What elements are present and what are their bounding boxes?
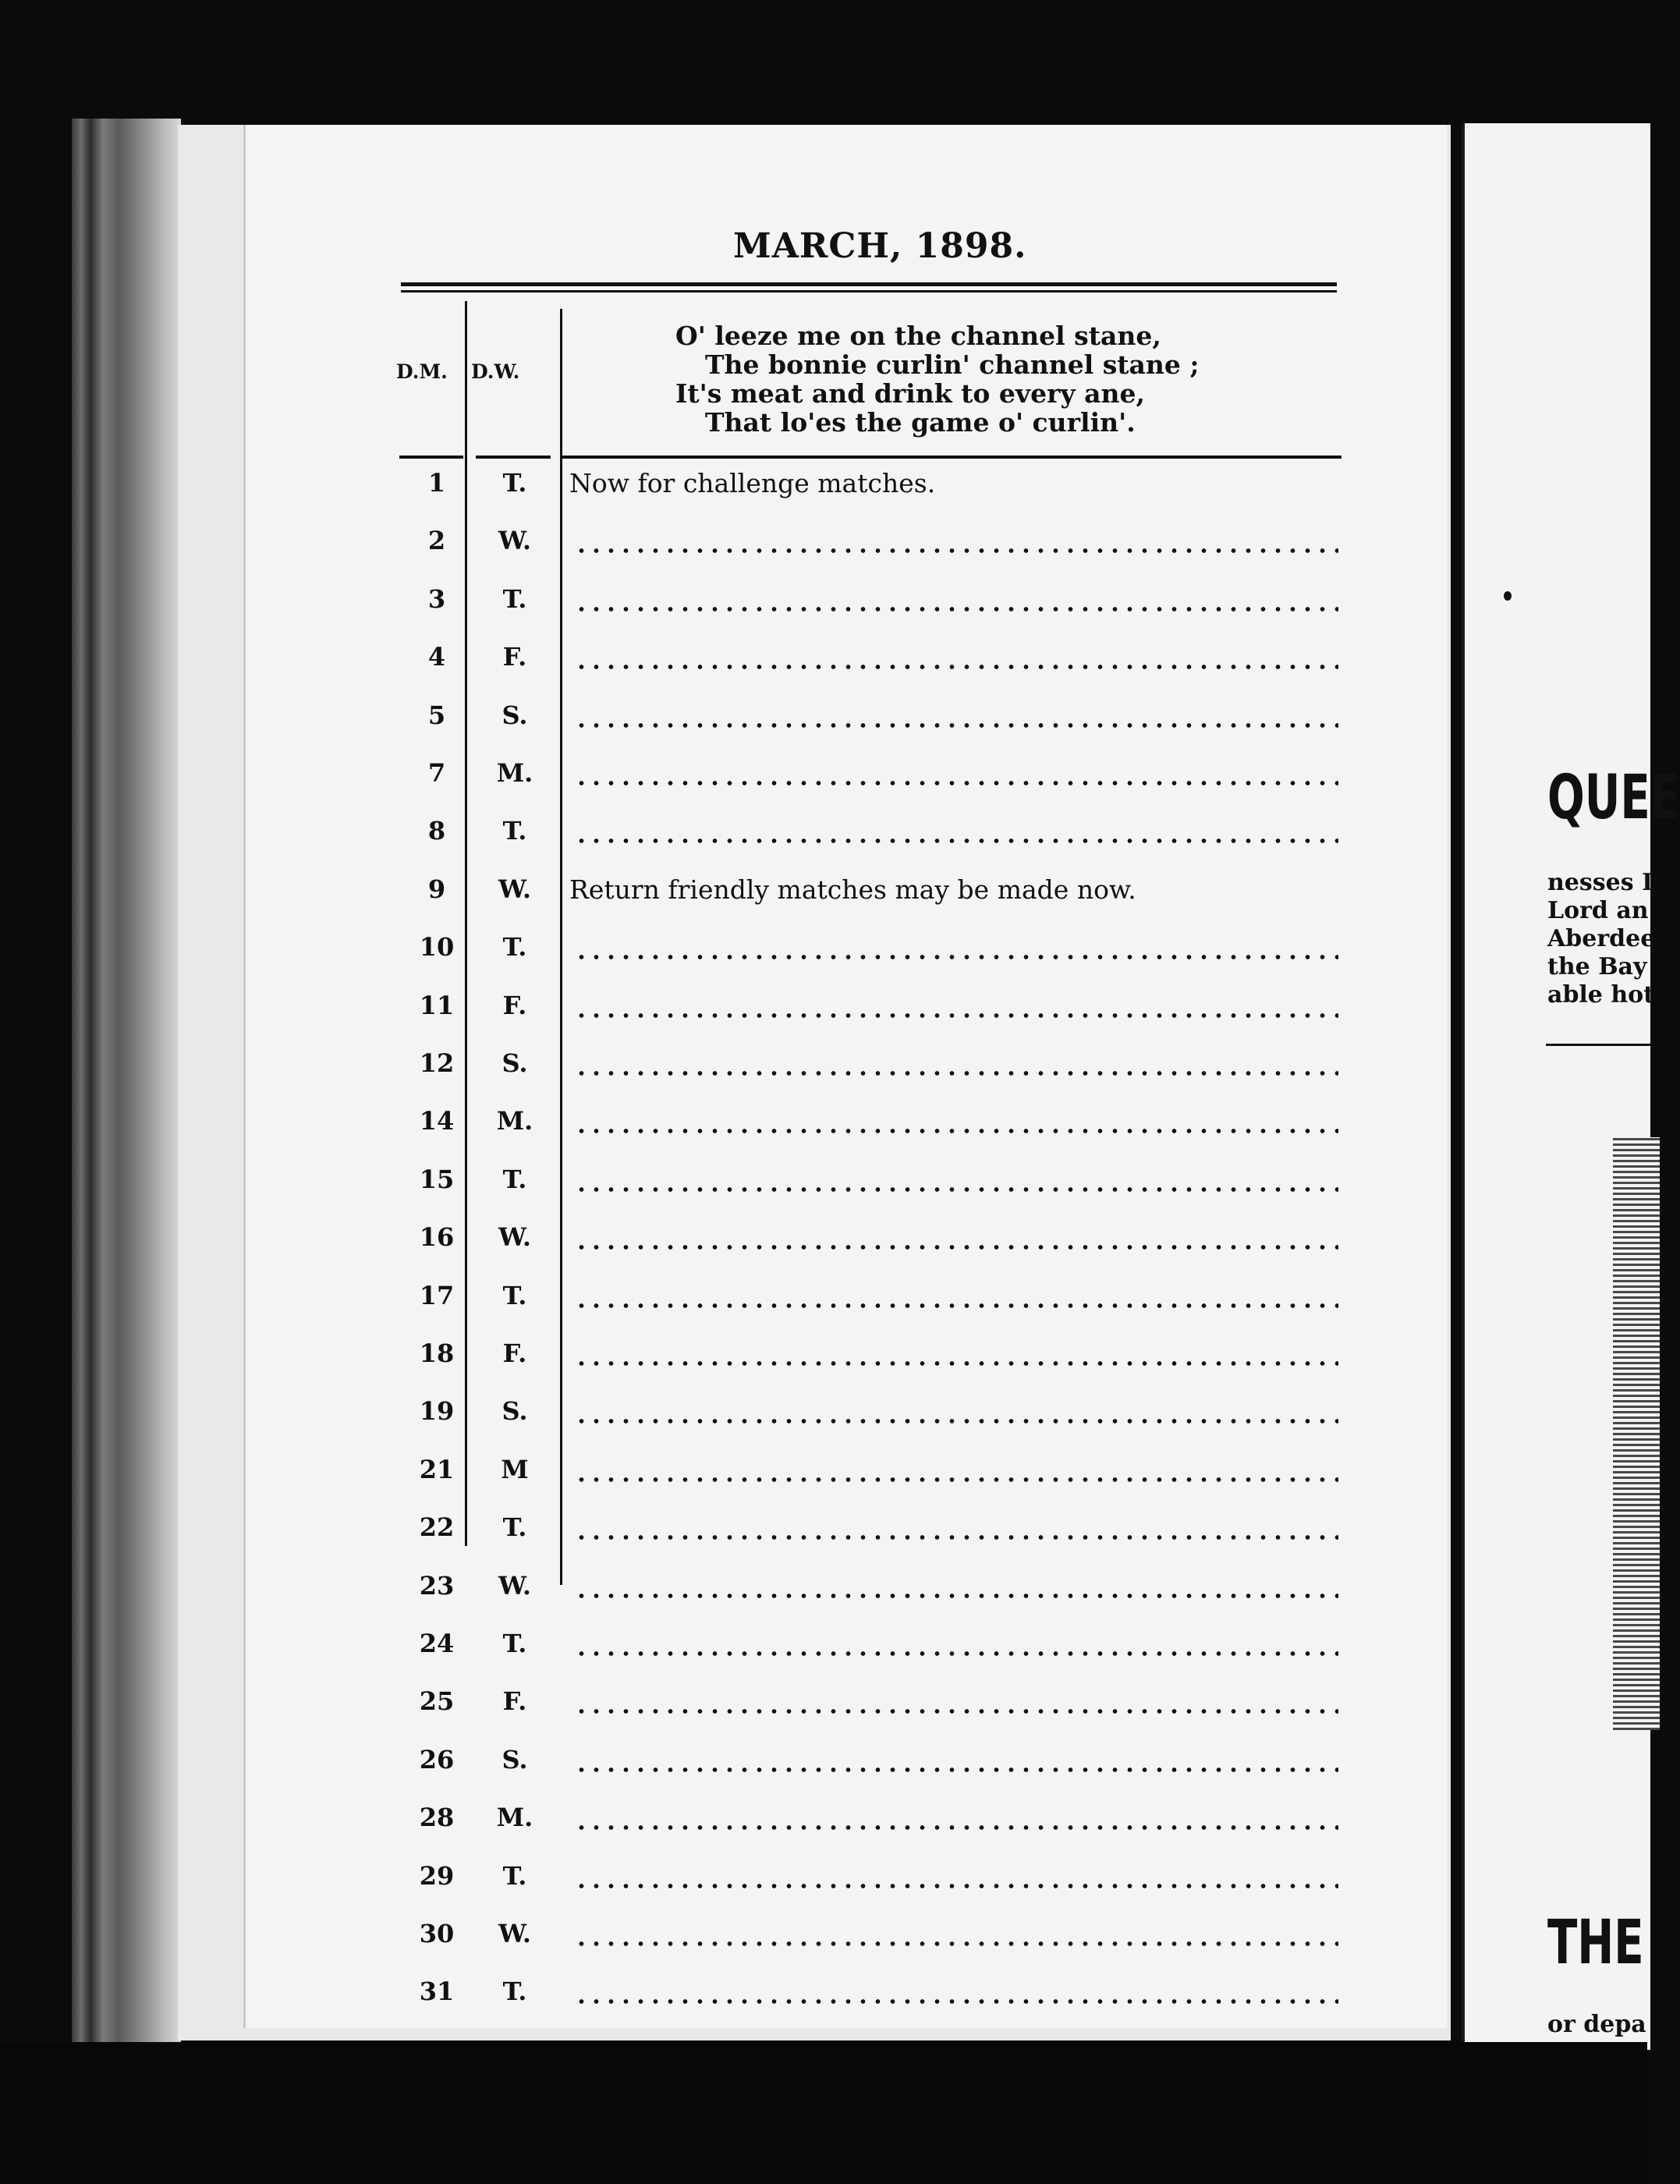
calendar-row [0,1686,1647,1733]
day-of-month: 19 [419,1396,455,1426]
calendar-row [0,1745,1647,1792]
day-of-week: M [501,1455,529,1484]
dotted-entry-line [574,664,1338,670]
day-of-week: S. [502,1745,528,1774]
ink-spot [1504,591,1512,601]
day-of-month: 10 [419,932,455,962]
day-of-month: 2 [427,526,446,555]
day-of-week: T. [502,468,527,498]
dotted-entry-line [574,1128,1338,1134]
day-of-month: 4 [427,642,446,672]
day-of-week: T. [502,1165,527,1194]
day-of-month: 15 [419,1165,455,1194]
day-note: Return friendly matches may be made now. [569,874,1136,905]
day-of-week: T. [502,1977,527,2006]
dotted-entry-line [574,1244,1338,1250]
day-of-month: 30 [419,1919,455,1948]
dotted-entry-line [574,1998,1338,2005]
day-of-month: 3 [427,584,446,614]
day-of-week: W. [498,526,532,555]
dm-header-underline [399,456,463,459]
calendar-row [0,1281,1647,1328]
day-of-week: F. [502,1686,527,1716]
day-of-month: 1 [427,468,446,498]
verse-line-2: The bonnie curlin' channel stane ; [705,349,1200,380]
calendar-row [0,584,1647,631]
day-of-month: 26 [419,1745,455,1774]
calendar-row [0,932,1647,979]
facing-page [1462,123,1680,2050]
verse-line-1: O' leeze me on the channel stane, [675,321,1161,351]
day-of-month: 14 [419,1106,455,1136]
dotted-entry-line [574,1360,1338,1367]
dotted-entry-line [574,1941,1338,1947]
calendar-row [0,1106,1647,1153]
day-of-week: F. [502,1338,527,1368]
day-of-month: 24 [419,1629,455,1658]
calendar-row [0,1571,1647,1618]
dotted-entry-line [574,606,1338,612]
dotted-entry-line [574,838,1338,844]
day-of-month: 23 [419,1571,455,1601]
dotted-entry-line [574,1012,1338,1019]
calendar-row [0,1048,1647,1095]
day-of-week: W. [498,1919,532,1948]
calendar-row [0,1165,1647,1211]
day-of-month: 17 [419,1281,455,1310]
dotted-entry-line [574,1593,1338,1599]
calendar-row [0,642,1647,689]
calendar-row [0,991,1647,1037]
calendar-row [0,1861,1647,1908]
engraving-illustration [1613,1137,1660,1730]
dotted-entry-line [574,1303,1338,1309]
day-of-week: F. [502,991,527,1020]
ad-line-6: or depa [1547,2011,1646,2038]
dotted-entry-line [574,1477,1338,1483]
ad-heading-queen: QUEE [1547,763,1680,833]
day-of-month: 5 [427,700,446,730]
day-of-week: S. [502,1048,528,1078]
calendar-row [0,1512,1647,1559]
day-of-month: 12 [419,1048,455,1078]
calendar-row [0,1629,1647,1675]
day-of-month: 9 [427,874,446,904]
ad-line-4: the Bay [1547,953,1647,980]
header-day-of-week: D.W. [471,360,520,383]
day-of-week: T. [502,1281,527,1310]
day-of-week: M. [496,758,533,788]
day-of-week: S. [502,1396,528,1426]
dotted-entry-line [574,1418,1338,1424]
calendar-row [0,1222,1647,1269]
dotted-entry-line [574,1824,1338,1831]
dotted-entry-line [574,954,1338,960]
calendar-row [0,1919,1647,1966]
dotted-entry-line [574,1708,1338,1714]
page-title: MARCH, 1898. [733,226,1027,266]
calendar-row [0,1338,1647,1385]
calendar-row [0,1803,1647,1849]
day-of-month: 25 [419,1686,455,1716]
day-note: Now for challenge matches. [569,468,936,498]
day-of-week: T. [502,932,527,962]
ad-heading-the: THE [1547,1908,1644,1978]
title-rule-top [401,282,1337,286]
ad-divider [1546,1044,1650,1046]
calendar-row [0,1977,1647,2023]
title-rule-bottom [401,290,1337,292]
dotted-entry-line [574,722,1338,729]
calendar-row [0,816,1647,863]
calendar-row [0,874,1647,921]
dotted-entry-line [574,1070,1338,1076]
dotted-entry-line [574,1767,1338,1773]
calendar-row [0,468,1647,515]
calendar-row [0,526,1647,573]
calendar-row [0,1396,1647,1443]
dotted-entry-line [574,1534,1338,1540]
calendar-row [0,1455,1647,1502]
day-of-week: T. [502,1861,527,1891]
entry-header-underline [562,456,1342,459]
ad-line-5: able hot [1547,981,1655,1009]
verse-line-3: It's meat and drink to every ane, [675,378,1145,409]
dotted-entry-line [574,780,1338,786]
day-of-week: F. [502,642,527,672]
day-of-month: 28 [419,1803,455,1832]
dotted-entry-line [574,1186,1338,1193]
day-of-month: 31 [419,1977,455,2006]
day-of-week: W. [498,874,532,904]
day-of-month: 29 [419,1861,455,1891]
day-of-month: 22 [419,1512,455,1542]
day-of-month: 7 [427,758,446,788]
day-of-week: W. [498,1222,532,1252]
ad-line-2: Lord an [1547,897,1649,924]
calendar-row [0,700,1647,747]
day-of-week: S. [502,700,528,730]
dotted-entry-line [574,548,1338,554]
day-of-week: W. [498,1571,532,1601]
day-of-month: 8 [427,816,446,846]
day-of-week: T. [502,1512,527,1542]
verse-line-4: That lo'es the game o' curlin'. [705,407,1136,438]
day-of-month: 11 [419,991,455,1020]
day-of-week: T. [502,1629,527,1658]
day-of-week: M. [496,1803,533,1832]
ad-line-1: nesses I [1547,869,1653,896]
day-of-month: 18 [419,1338,455,1368]
dw-header-underline [476,456,551,459]
day-of-month: 16 [419,1222,455,1252]
dotted-entry-line [574,1883,1338,1889]
dotted-entry-line [574,1650,1338,1657]
scan-background [0,2042,1647,2184]
ad-line-3: Aberdee [1547,925,1656,952]
day-of-month: 21 [419,1455,455,1484]
day-of-week: T. [502,584,527,614]
header-day-of-month: D.M. [396,360,448,383]
day-of-week: T. [502,816,527,846]
calendar-row [0,758,1647,805]
day-of-week: M. [496,1106,533,1136]
